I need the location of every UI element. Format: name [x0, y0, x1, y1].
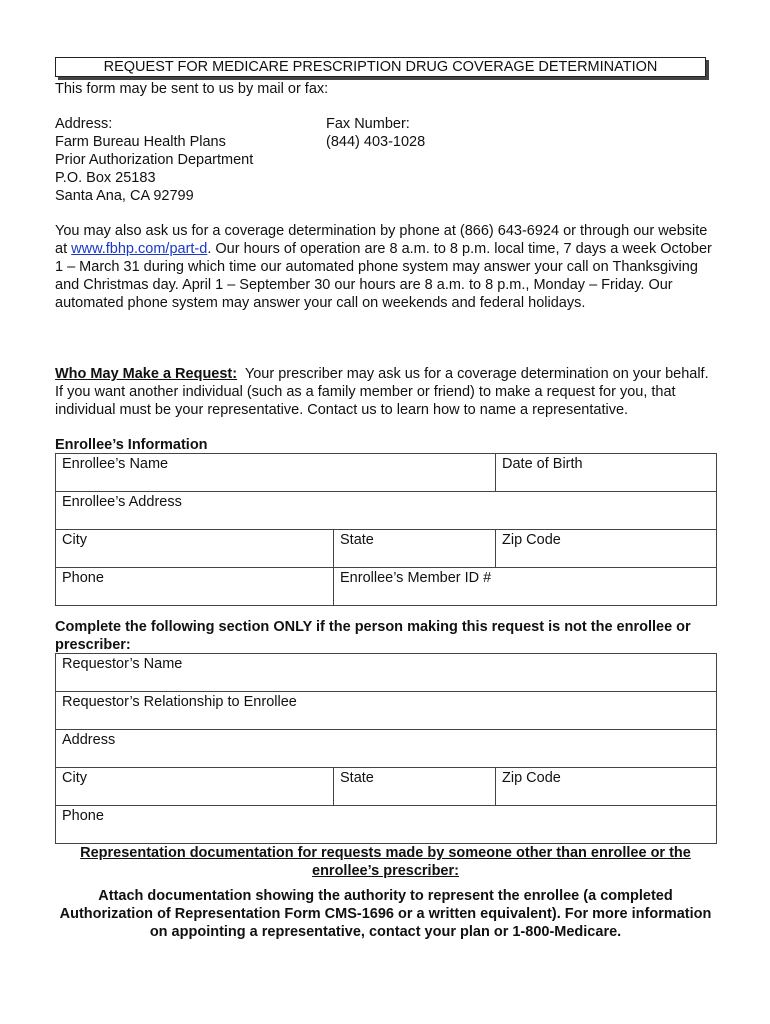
- requestor-relationship-field[interactable]: Requestor’s Relationship to Enrollee: [56, 692, 717, 730]
- address-line: P.O. Box 25183: [55, 170, 156, 186]
- phone-text: You may also ask us for a coverage determination by phone at (866) 643-6924 or through our website at: [55, 223, 708, 257]
- form-title: REQUEST FOR MEDICARE PRESCRIPTION DRUG COVERAGE DETERMINATION: [55, 57, 706, 77]
- intro-text: This form may be sent to us by mail or fax:: [55, 81, 329, 97]
- fax-label: Fax Number:: [326, 116, 410, 132]
- address-label: Address:: [55, 116, 113, 132]
- address-line: Farm Bureau Health Plans: [55, 134, 226, 150]
- requestor-zip-field[interactable]: Zip Code: [496, 768, 717, 806]
- who-may-request: [55, 365, 717, 419]
- enrollee-heading: Enrollee’s Information: [55, 437, 208, 453]
- requestor-phone-field[interactable]: Phone: [56, 806, 717, 844]
- enrollee-dob-field[interactable]: Date of Birth: [496, 454, 717, 492]
- mailing-address: [55, 115, 253, 205]
- address-line: Prior Authorization Department: [55, 152, 254, 168]
- requestor-city-field[interactable]: City: [56, 768, 334, 806]
- enrollee-member-id-field[interactable]: Enrollee’s Member ID #: [334, 568, 717, 606]
- website-link[interactable]: www.fbhp.com/part-d: [71, 241, 208, 257]
- hours-text: . Our hours of operation are 8 a.m. to 8 p.m. local time, 7 days a week October 1 – March 31 during which time our automated phone system may answer your call on Thanksgiving and Christmas day. April 1 – September 30 our hours are 8 a.m. to 8 p.m., Monday – Friday. Our automated phone system may answer your call on weekends and federal holidays.: [55, 241, 712, 311]
- fax-number: (844) 403-1028: [326, 134, 426, 150]
- requestor-table: [55, 653, 717, 844]
- representation-heading: Representation documentation for requests made by someone other than enrollee or the enrollee’s prescriber:: [80, 845, 691, 879]
- who-label: Who May Make a Request:: [55, 366, 238, 382]
- address-line: Santa Ana, CA 92799: [55, 188, 194, 204]
- requestor-state-field[interactable]: State: [334, 768, 496, 806]
- requestor-heading: Complete the following section ONLY if the person making this request is not the enrollee or prescriber:: [55, 619, 691, 653]
- enrollee-address-field[interactable]: Enrollee’s Address: [56, 492, 717, 530]
- phone-paragraph: [55, 222, 715, 312]
- enrollee-phone-field[interactable]: Phone: [56, 568, 334, 606]
- who-text: Your prescriber may ask us for a coverage determination on your behalf. If you want another individual (such as a family member or friend) to make a request for you, that individual must be your representative. Contact us to learn how to name a representative.: [55, 366, 713, 418]
- enrollee-city-field[interactable]: City: [56, 530, 334, 568]
- requestor-name-field[interactable]: Requestor’s Name: [56, 654, 717, 692]
- enrollee-zip-field[interactable]: Zip Code: [496, 530, 717, 568]
- enrollee-state-field[interactable]: State: [334, 530, 496, 568]
- requestor-address-field[interactable]: Address: [56, 730, 717, 768]
- fax-info: [326, 115, 425, 151]
- enrollee-name-field[interactable]: Enrollee’s Name: [56, 454, 496, 492]
- enrollee-table: [55, 453, 717, 606]
- representation-body: Attach documentation showing the authority to represent the enrollee (a completed Authorization of Representation Form CMS-1696 or a written equivalent). For more information on appointing a representative, contact your plan or 1-800-Medicare.: [59, 888, 712, 940]
